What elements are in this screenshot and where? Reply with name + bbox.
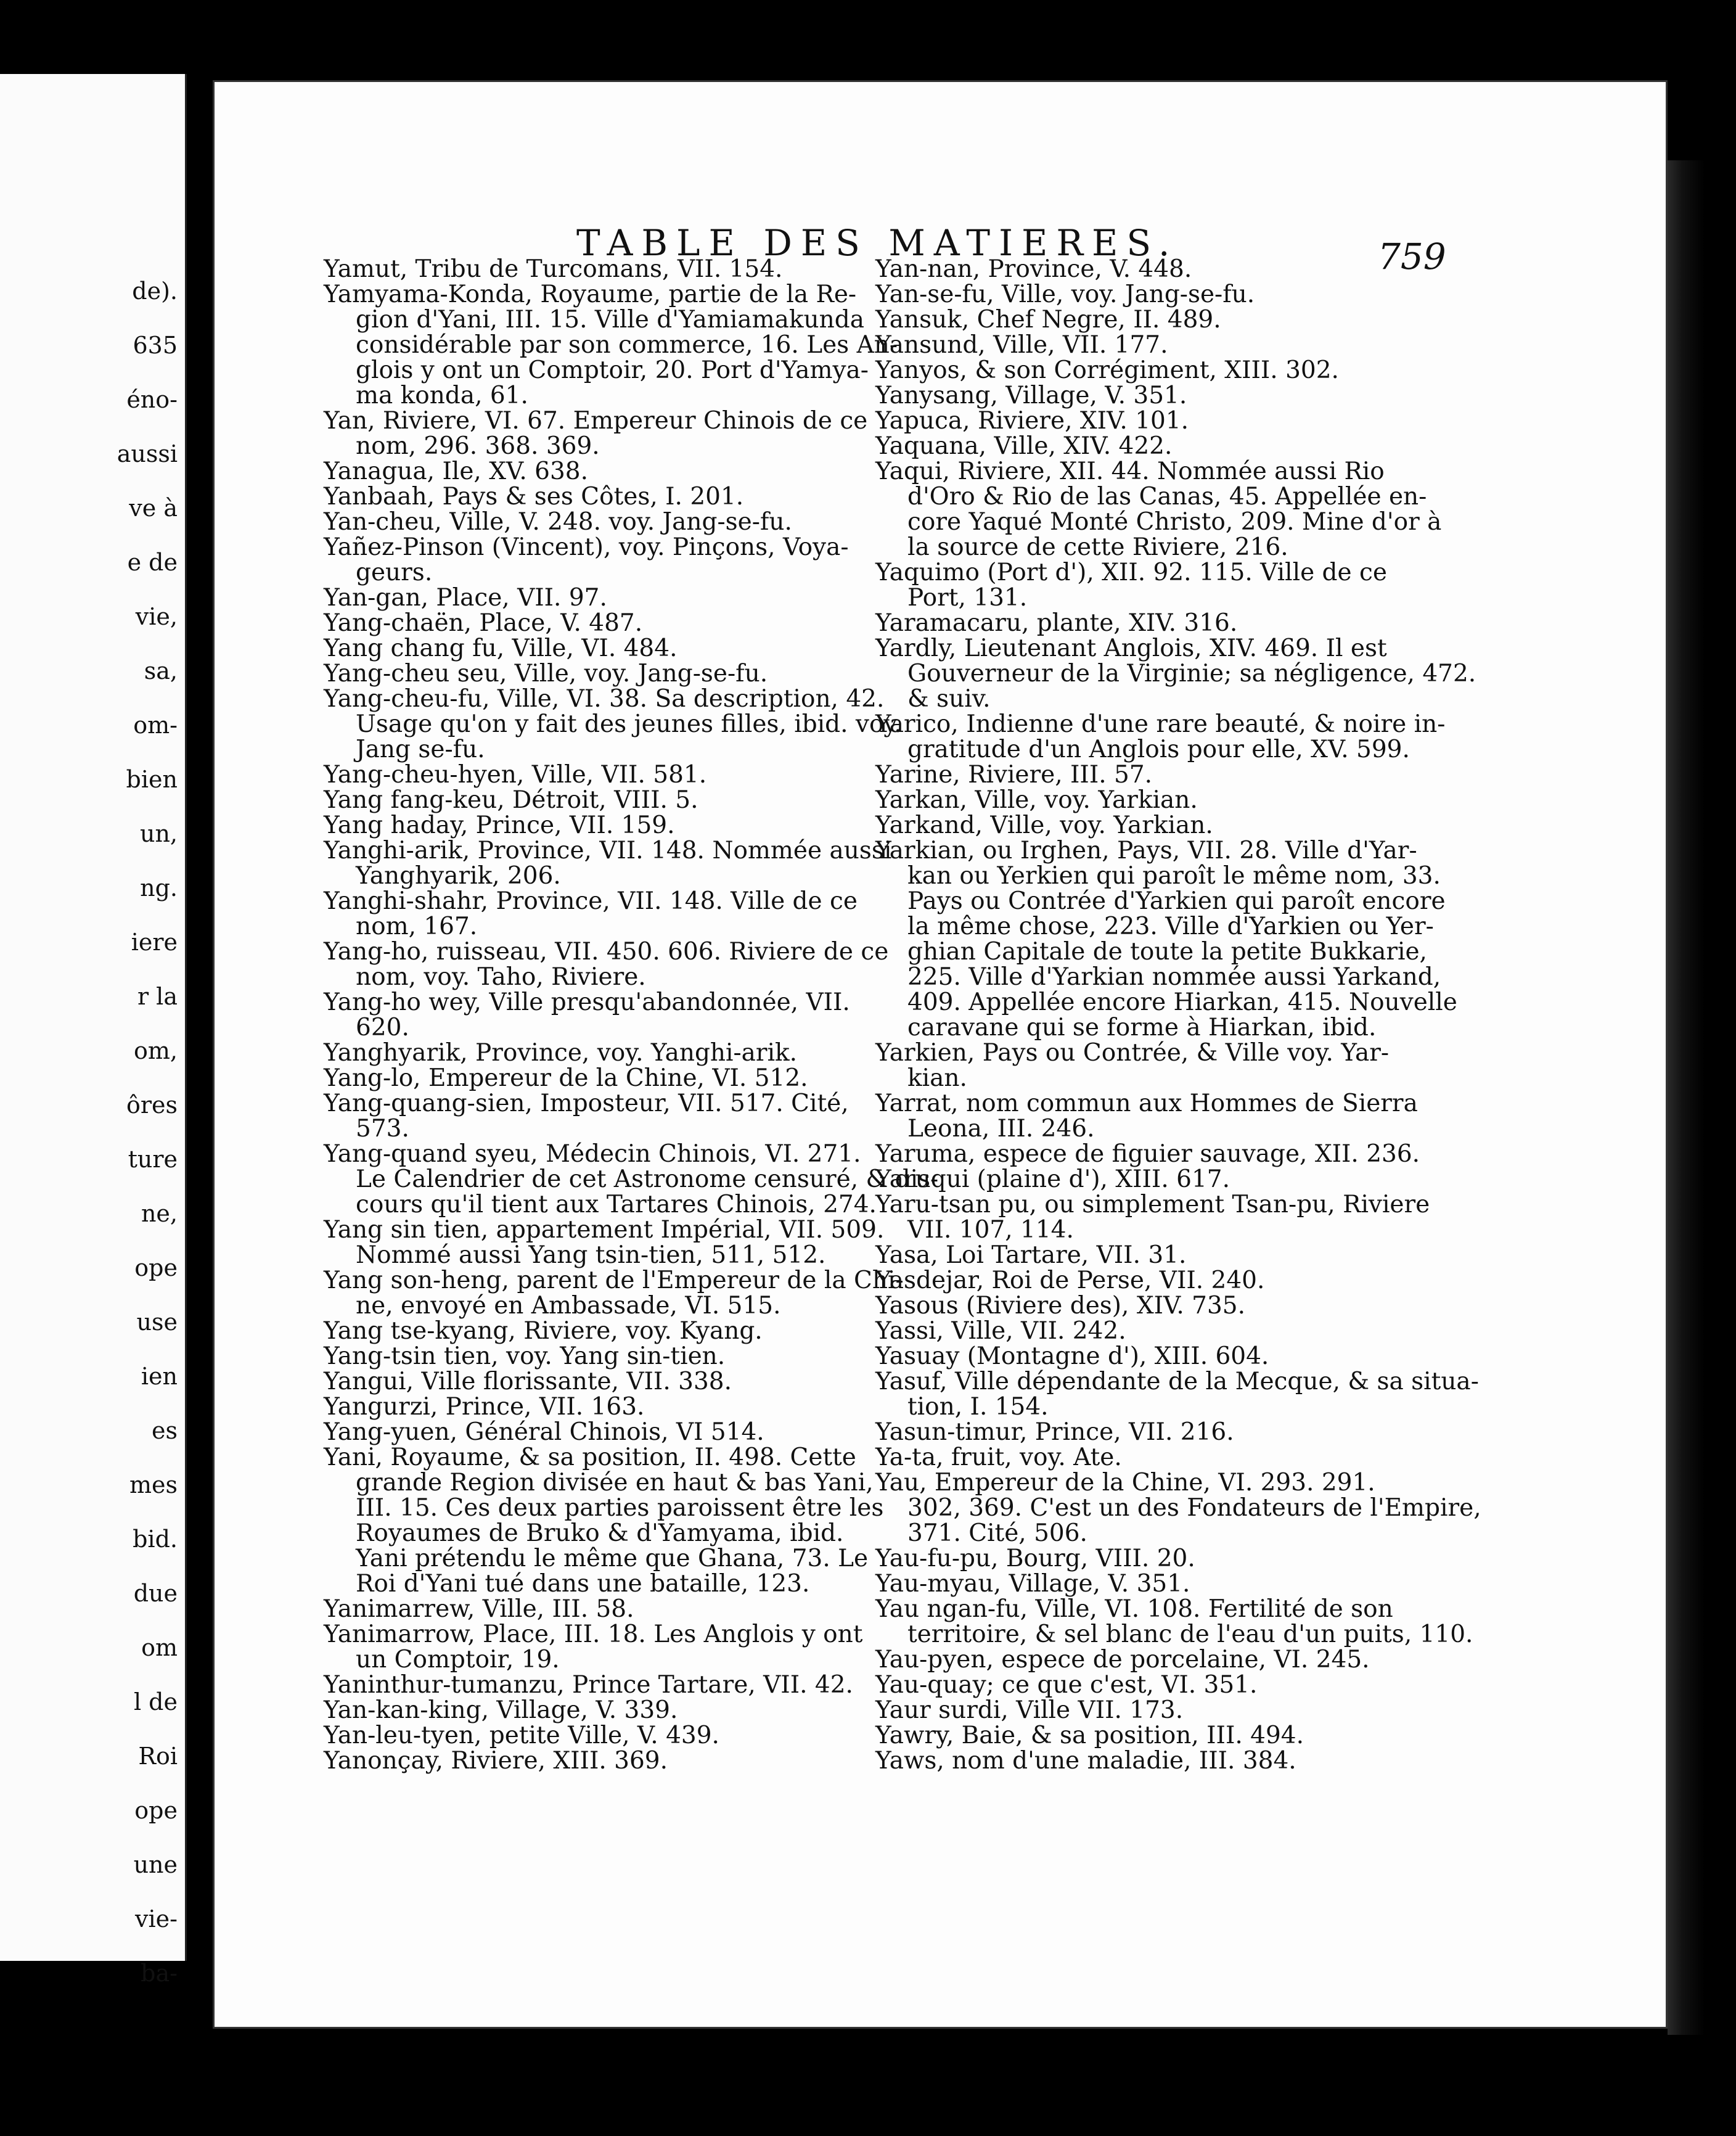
index-entry-line: Yaws, nom d'une maladie, III. 384. (875, 1747, 1296, 1775)
index-entry-line: Yang-quang-sien, Imposteur, VII. 517. Cité, (324, 1090, 849, 1117)
index-entry-line: Yanghyarik, 206. (356, 862, 561, 890)
index-entry-line: VII. 107, 114. (907, 1216, 1074, 1244)
index-entry-line: 302, 369. C'est un des Fondateurs de l'Empire, (907, 1494, 1481, 1522)
index-entry-line: Yasun-timur, Prince, VII. 216. (875, 1418, 1234, 1446)
index-entry-line: Yang-cheu-fu, Ville, VI. 38. Sa description, 42. (324, 685, 885, 713)
index-entry-line: Yau-pyen, espece de porcelaine, VI. 245. (875, 1646, 1370, 1674)
index-entry (875, 358, 1591, 383)
index-entry-line: Yaquana, Ville, XIV. 422. (875, 432, 1173, 460)
index-entry-line: tion, I. 154. (907, 1393, 1049, 1421)
index-entry-line: Yanyos, & son Corrégiment, XIII. 302. (875, 356, 1339, 384)
index-entry-line: 620. (356, 1014, 409, 1041)
index-entry (875, 307, 1591, 332)
facing-page-fragment: une (133, 1851, 178, 1878)
facing-page-fragment: om (141, 1634, 178, 1661)
index-entry-line: Jang se-fu. (356, 736, 485, 763)
index-entry-line: Yarine, Riviere, III. 57. (875, 761, 1153, 789)
index-entry (875, 787, 1591, 813)
index-entry-line: Yang-cheu-hyen, Ville, VII. 581. (324, 761, 707, 789)
index-entry-line: Yaramacaru, plante, XIV. 316. (875, 609, 1238, 637)
index-entry-line: Yasuf, Ville dépendante de la Mecque, & sa situa- (875, 1368, 1479, 1395)
index-entry-line: considérable par son commerce, 16. Les An- (356, 331, 898, 359)
index-entry-line: Yangui, Ville florissante, VII. 338. (324, 1368, 732, 1395)
index-entry-line: Le Calendrier de cet Astronome censuré, & dis- (356, 1165, 939, 1193)
index-entry-line: Leona, III. 246. (907, 1115, 1095, 1143)
facing-page-fragment: ien (141, 1363, 178, 1390)
index-entry-line: geurs. (356, 559, 433, 586)
index-entry-line: Yau ngan-fu, Ville, VI. 108. Fertilité de son (875, 1595, 1393, 1623)
index-entry (875, 1141, 1591, 1167)
index-entry-line: Yawry, Baie, & sa position, III. 494. (875, 1722, 1304, 1749)
index-entry-line: Yang sin tien, appartement Impérial, VII. 509. (324, 1216, 885, 1244)
index-entry-line: cours qu'il tient aux Tartares Chinois, 274. (356, 1191, 877, 1218)
index-entry-line: Yarkan, Ville, voy. Yarkian. (875, 786, 1198, 814)
index-entry-line: Yang haday, Prince, VII. 159. (324, 811, 675, 839)
index-entry (875, 813, 1591, 838)
index-entry (875, 1091, 1591, 1141)
index-entry-line: Yapuca, Riviere, XIV. 101. (875, 407, 1189, 435)
index-entry-line: caravane qui se forme à Hiarkan, ibid. (907, 1014, 1377, 1041)
index-entry (875, 433, 1591, 459)
index-entry (875, 838, 1591, 1040)
index-entry (875, 383, 1591, 408)
index-entry-line: Yan-kan-king, Village, V. 339. (324, 1696, 678, 1724)
index-entry-line: Roi d'Yani tué dans une bataille, 123. (356, 1570, 810, 1598)
index-entry (875, 1192, 1591, 1243)
facing-page-fragment: l de (133, 1688, 178, 1715)
index-entry-line: Yasuay (Montagne d'), XIII. 604. (875, 1342, 1269, 1370)
index-entry-line: gion d'Yani, III. 15. Ville d'Yamiamakunda (356, 306, 864, 334)
facing-page-fragment: un, (139, 820, 178, 847)
index-entry-line: Yanghyarik, Province, voy. Yanghi-arik. (324, 1039, 798, 1067)
facing-page-fragment: 635 (133, 332, 178, 359)
index-entry (875, 1040, 1591, 1091)
index-entry-line: Yaruqui (plaine d'), XIII. 617. (875, 1165, 1230, 1193)
facing-page-fragment: de). (132, 277, 178, 305)
facing-page-fragment: use (136, 1308, 178, 1336)
index-entry-line: glois y ont un Comptoir, 20. Port d'Yamya- (356, 356, 869, 384)
index-entry-line: Yaru-tsan pu, ou simplement Tsan-pu, Riviere (875, 1191, 1430, 1218)
facing-page-fragment: vie, (135, 603, 178, 630)
facing-page-fragment: bid. (133, 1526, 178, 1553)
index-entry (875, 1318, 1591, 1344)
index-entry-line: Yan-nan, Province, V. 448. (875, 255, 1192, 283)
index-entry-line: Yanagua, Ile, XV. 638. (324, 458, 588, 485)
index-entry-line: Yanbaah, Pays & ses Côtes, I. 201. (324, 483, 744, 511)
facing-page-edge (0, 74, 187, 1987)
index-entry-line: Yau, Empereur de la Chine, VI. 293. 291. (875, 1469, 1375, 1497)
page-number: 759 (1378, 236, 1446, 277)
facing-page-fragment: ôres (126, 1091, 178, 1119)
index-entry (875, 1419, 1591, 1445)
index-entry-line: nom, voy. Taho, Riviere. (356, 963, 646, 991)
index-entry-line: Yangurzi, Prince, VII. 163. (324, 1393, 645, 1421)
facing-page-fragment: ture (128, 1146, 178, 1173)
index-entry (875, 1723, 1591, 1748)
index-entry (875, 1243, 1591, 1268)
index-entry-line: Yan-gan, Place, VII. 97. (324, 584, 607, 612)
running-title: TABLE DES MATIERES. (576, 222, 1179, 264)
index-entry (875, 332, 1591, 358)
facing-page-fragment: vie- (135, 1905, 178, 1933)
index-entry-line: Yarkand, Ville, voy. Yarkian. (875, 811, 1213, 839)
index-entry-line: ne, envoyé en Ambassade, VI. 515. (356, 1292, 781, 1320)
index-entry (875, 1672, 1591, 1698)
index-entry-line: Yanonçay, Riviere, XIII. 369. (324, 1747, 668, 1775)
index-entry-line: Yang tse-kyang, Riviere, voy. Kyang. (324, 1317, 763, 1345)
index-entry-line: Ya-ta, fruit, voy. Ate. (875, 1444, 1122, 1471)
index-entry-line: 225. Ville d'Yarkian nommée aussi Yarkand, (907, 963, 1441, 991)
index-entry-line: 573. (356, 1115, 409, 1143)
index-entry-line: Yamut, Tribu de Turcomans, VII. 154. (324, 255, 783, 283)
index-entry-line: Nommé aussi Yang tsin-tien, 511, 512. (356, 1241, 826, 1269)
facing-page-fragment: ng. (140, 874, 178, 902)
index-entry-line: Yardly, Lieutenant Anglois, XIV. 469. Il est (875, 635, 1387, 662)
index-entry-line: & suiv. (907, 685, 991, 713)
facing-page-fragment: ope (134, 1797, 178, 1824)
index-entry-line: Yarkian, ou Irghen, Pays, VII. 28. Ville d'Yar- (875, 837, 1417, 865)
facing-page-fragment: Roi (138, 1743, 178, 1770)
index-entry-line: Yansund, Ville, VII. 177. (875, 331, 1168, 359)
index-entry-line: d'Oro & Rio de las Canas, 45. Appellée en- (907, 483, 1427, 511)
index-entry-line: Yau-myau, Village, V. 351. (875, 1570, 1190, 1598)
index-entry (875, 1698, 1591, 1723)
index-entry (875, 1748, 1591, 1773)
index-column-right (875, 257, 1591, 1773)
index-entry (875, 257, 1591, 282)
index-entry-line: kan ou Yerkien qui paroît le même nom, 33. (907, 862, 1441, 890)
facing-page-fragment: ba- (141, 1960, 178, 1987)
index-entry-line: Yang-cheu seu, Ville, voy. Jang-se-fu. (324, 660, 768, 688)
index-entry (875, 1571, 1591, 1596)
index-entry-line: Yaqui, Riviere, XII. 44. Nommée aussi Rio (875, 458, 1385, 485)
index-entry-line: Gouverneur de la Virginie; sa négligence, 472. (907, 660, 1476, 688)
index-entry-line: Yanghi-shahr, Province, VII. 148. Ville de ce (324, 887, 858, 915)
index-entry (875, 1369, 1591, 1419)
index-entry-line: kian. (907, 1064, 967, 1092)
index-entry (875, 408, 1591, 433)
index-entry-line: Yanimarrow, Place, III. 18. Les Anglois y ont (324, 1620, 863, 1648)
index-entry-line: Yaquimo (Port d'), XII. 92. 115. Ville de ce (875, 559, 1387, 586)
index-entry-line: ghian Capitale de toute la petite Bukkarie, (907, 938, 1427, 966)
facing-page-fragment: om- (133, 712, 178, 739)
index-entry-line: Yani, Royaume, & sa position, II. 498. Cette (324, 1444, 856, 1471)
facing-page-fragment: es (152, 1417, 178, 1444)
index-entry-line: Yan-leu-tyen, petite Ville, V. 439. (324, 1722, 719, 1749)
index-entry-line: Yasous (Riviere des), XIV. 735. (875, 1292, 1245, 1320)
index-entry-line: Yanysang, Village, V. 351. (875, 382, 1187, 409)
facing-page-fragment: due (133, 1580, 178, 1607)
facing-page-fragment: aussi (117, 440, 178, 467)
index-entry-line: Yassi, Ville, VII. 242. (875, 1317, 1126, 1345)
index-entry-line: core Yaqué Monté Christo, 209. Mine d'or à (907, 508, 1442, 536)
index-entry-line: Yasa, Loi Tartare, VII. 31. (875, 1241, 1187, 1269)
index-entry (875, 1546, 1591, 1571)
index-entry-line: Yañez-Pinson (Vincent), voy. Pinçons, Voya- (324, 533, 849, 561)
index-entry-line: III. 15. Ces deux parties paroissent être les (356, 1494, 884, 1522)
index-entry (875, 1268, 1591, 1293)
index-entry-line: Royaumes de Bruko & d'Yamyama, ibid. (356, 1519, 844, 1547)
index-entry-line: Yaur surdi, Ville VII. 173. (875, 1696, 1184, 1724)
index-entry-line: Yarrat, nom commun aux Hommes de Sierra (875, 1090, 1418, 1117)
index-entry (875, 762, 1591, 787)
index-entry-line: la même chose, 223. Ville d'Yarkien ou Yer- (907, 913, 1434, 940)
facing-page-fragment: ne, (141, 1200, 178, 1227)
index-entry (875, 712, 1591, 762)
index-entry-line: Yaninthur-tumanzu, Prince Tartare, VII. 42. (324, 1671, 853, 1699)
index-entry-line: grande Region divisée en haut & bas Yani, (356, 1469, 874, 1497)
facing-page-fragment: ve à (129, 495, 178, 522)
facing-page-fragment: iere (131, 929, 178, 956)
index-entry (875, 610, 1591, 636)
facing-page-fragment: bien (126, 766, 178, 793)
index-entry-line: Yarico, Indienne d'une rare beauté, & noire in- (875, 710, 1446, 738)
index-entry (875, 459, 1591, 560)
index-entry-line: territoire, & sel blanc de l'eau d'un puits, 110. (907, 1620, 1473, 1648)
index-entry (875, 1596, 1591, 1647)
index-entry-line: gratitude d'un Anglois pour elle, XV. 599. (907, 736, 1410, 763)
index-entry-line: Yarkien, Pays ou Contrée, & Ville voy. Yar- (875, 1039, 1390, 1067)
index-entry-line: Yang son-heng, parent de l'Empereur de la Chi- (324, 1267, 904, 1294)
facing-page-fragment: sa, (144, 657, 178, 684)
index-entry-line: Yan-cheu, Ville, V. 248. voy. Jang-se-fu. (324, 508, 792, 536)
index-entry-line: Yan, Riviere, VI. 67. Empereur Chinois de ce (324, 407, 868, 435)
index-entry-line: la source de cette Riviere, 216. (907, 533, 1288, 561)
index-entry (875, 636, 1591, 712)
index-entry (875, 1647, 1591, 1672)
facing-page-fragment: ope (134, 1254, 178, 1281)
index-entry-line: Yang-yuen, Général Chinois, VI 514. (324, 1418, 764, 1446)
facing-page-fragment: e de (127, 549, 178, 576)
facing-page-fragment: r la (137, 983, 178, 1010)
index-entry-line: Usage qu'on y fait des jeunes filles, ibid. voy. (356, 710, 902, 738)
index-entry-line: Pays ou Contrée d'Yarkien qui paroît encore (907, 887, 1446, 915)
index-entry-line: un Comptoir, 19. (356, 1646, 560, 1674)
index-entry-line: Yang chang fu, Ville, VI. 484. (324, 635, 678, 662)
index-entry-line: Yaruma, espece de figuier sauvage, XII. 236. (875, 1140, 1420, 1168)
index-entry-line: ma konda, 61. (356, 382, 528, 409)
index-entry-line: Yau-fu-pu, Bourg, VIII. 20. (875, 1545, 1195, 1572)
index-entry (875, 560, 1591, 610)
index-entry-line: Yansuk, Chef Negre, II. 489. (875, 306, 1221, 334)
index-entry-line: Yanimarrew, Ville, III. 58. (324, 1595, 634, 1623)
index-entry-line: Yang-ho, ruisseau, VII. 450. 606. Riviere de ce (324, 938, 889, 966)
index-entry-line: Yang-chaën, Place, V. 487. (324, 609, 643, 637)
index-entry (875, 282, 1591, 307)
book-spine-shadow (1668, 160, 1705, 2035)
index-entry (875, 1470, 1591, 1546)
index-entry-line: Yan-se-fu, Ville, voy. Jang-se-fu. (875, 281, 1255, 308)
facing-page-fragment: mes (129, 1471, 178, 1498)
index-page (213, 80, 1668, 2029)
index-entry (875, 1167, 1591, 1192)
index-entry-line: Yang-ho wey, Ville presqu'abandonnée, VII. (324, 988, 850, 1016)
index-entry-line: Yang-tsin tien, voy. Yang sin-tien. (324, 1342, 726, 1370)
index-entry-line: nom, 296. 368. 369. (356, 432, 600, 460)
index-entry-line: Yau-quay; ce que c'est, VI. 351. (875, 1671, 1258, 1699)
index-entry-line: 409. Appellée encore Hiarkan, 415. Nouvelle (907, 988, 1457, 1016)
index-entry-line: 371. Cité, 506. (907, 1519, 1087, 1547)
index-entry-line: Yamyama-Konda, Royaume, partie de la Re- (324, 281, 857, 308)
index-entry (875, 1344, 1591, 1369)
index-entry-line: Yang-lo, Empereur de la Chine, VI. 512. (324, 1064, 808, 1092)
facing-page-fragment: om, (134, 1037, 178, 1064)
index-entry-line: Yang fang-keu, Détroit, VIII. 5. (324, 786, 698, 814)
index-entry (875, 1293, 1591, 1318)
index-entry (875, 1445, 1591, 1470)
index-entry-line: Yasdejar, Roi de Perse, VII. 240. (875, 1267, 1265, 1294)
index-entry-line: Yang-quand syeu, Médecin Chinois, VI. 271. (324, 1140, 861, 1168)
index-entry-line: Yanghi-arik, Province, VII. 148. Nommée aussi (324, 837, 892, 865)
index-entry-line: nom, 167. (356, 913, 478, 940)
index-entry-line: Yani prétendu le même que Ghana, 73. Le (356, 1545, 869, 1572)
index-entry-line: Port, 131. (907, 584, 1028, 612)
facing-page-fragment: éno- (126, 386, 178, 413)
